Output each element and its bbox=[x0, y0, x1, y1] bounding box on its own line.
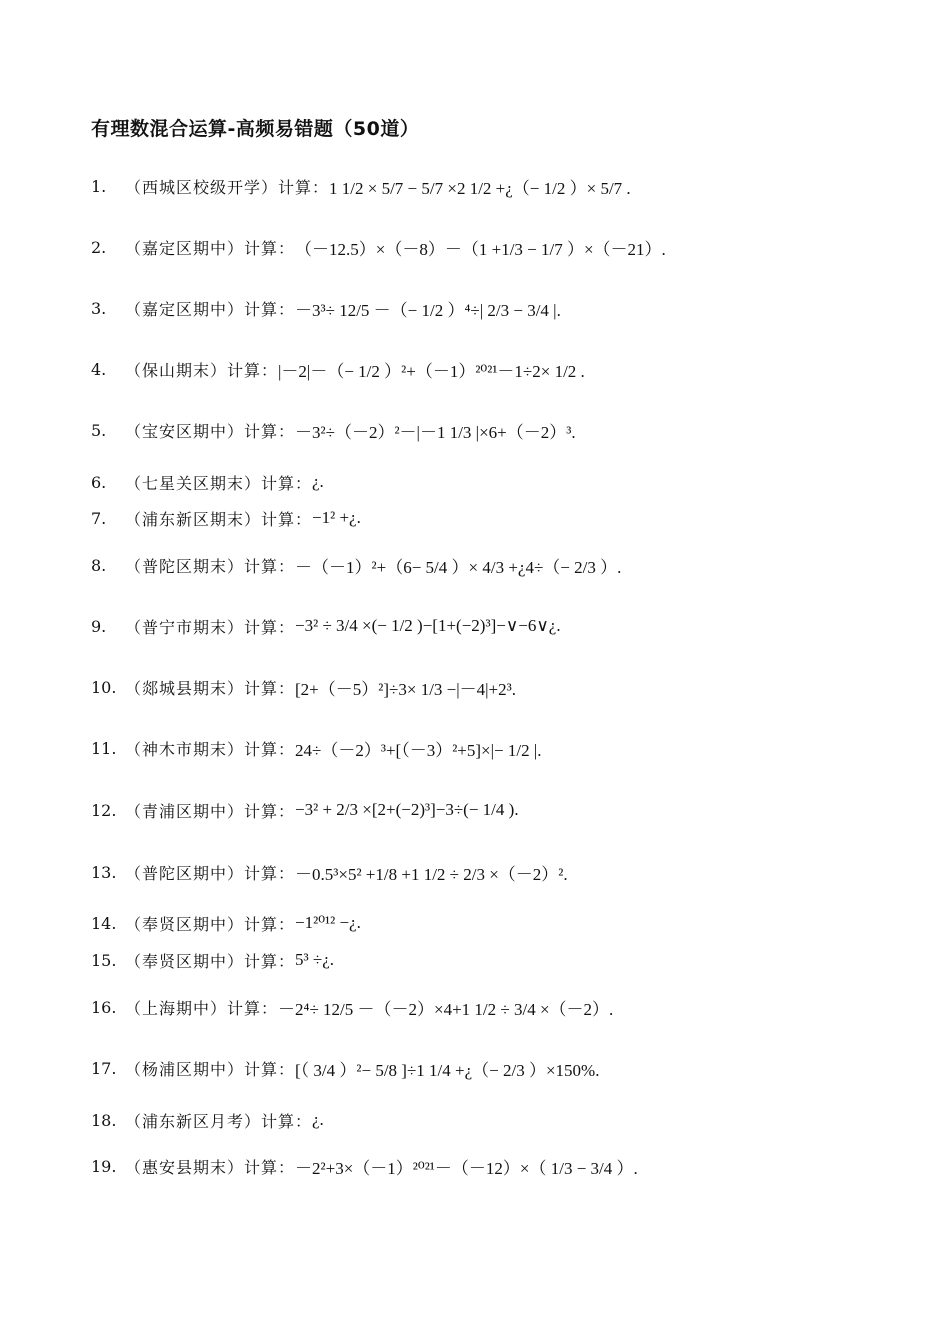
problem-number: 17. bbox=[91, 1058, 117, 1078]
problem-item bbox=[91, 606, 561, 646]
problem-source: （浦东新区期末）计算： bbox=[125, 509, 313, 529]
problem-item bbox=[91, 852, 568, 892]
problem-expression: 1 1/2 × 5/7 − 5/7 ×2 1/2 +¿（− 1/2 ）× 5/7 . bbox=[329, 178, 631, 198]
problem-expression: −1²⁰¹² −¿. bbox=[295, 913, 361, 932]
problem-item bbox=[91, 227, 666, 267]
problem-item bbox=[91, 667, 516, 707]
problem-source: （嘉定区期中）计算： bbox=[125, 238, 296, 258]
problem-source: （奉贤区期中）计算： bbox=[125, 914, 296, 934]
problem-item bbox=[91, 410, 576, 450]
problem-item bbox=[91, 790, 519, 830]
problem-expression: －2²+3×（－1）²⁰²¹－（－12）×（ 1/3 − 3/4 ）. bbox=[295, 1158, 638, 1178]
problem-item bbox=[91, 545, 621, 585]
problem-expression: －0.5³×5² +1/8 +1 1/2 ÷ 2/3 ×（－2）². bbox=[295, 864, 568, 884]
problem-expression: （－12.5）×（－8）－（1 +1/3 − 1/7 ）×（－21）. bbox=[295, 239, 666, 259]
problem-item bbox=[91, 1048, 599, 1088]
problem-item bbox=[91, 166, 631, 206]
problem-number: 18. bbox=[91, 1110, 117, 1130]
problem-source: （郯城县期末）计算： bbox=[125, 678, 296, 698]
problem-number: 19. bbox=[91, 1156, 117, 1176]
problem-item bbox=[91, 903, 361, 943]
problem-number: 3. bbox=[91, 298, 107, 318]
problem-number: 14. bbox=[91, 913, 117, 933]
problem-expression: −3² + 2/3 ×[2+(−2)³]−3÷(− 1/4 ). bbox=[295, 800, 519, 819]
problem-number: 15. bbox=[91, 950, 117, 970]
problem-number: 1. bbox=[91, 176, 107, 196]
problem-item bbox=[91, 349, 585, 389]
problem-item bbox=[91, 1146, 638, 1186]
problem-number: 11. bbox=[91, 738, 117, 758]
problem-source: （惠安县期末）计算： bbox=[125, 1157, 296, 1177]
problem-source: （七星关区期末）计算： bbox=[125, 473, 313, 493]
problem-item bbox=[91, 1100, 324, 1140]
problem-item bbox=[91, 462, 324, 502]
problem-expression: 24÷（－2）³+[（－3）²+5]×|− 1/2 |. bbox=[295, 740, 542, 760]
problem-number: 12. bbox=[91, 800, 117, 820]
problem-expression: −1² +¿. bbox=[312, 508, 361, 527]
problem-source: （西城区校级开学）计算： bbox=[125, 177, 330, 197]
problem-number: 6. bbox=[91, 472, 107, 492]
problem-expression: [2+（－5）²]÷3× 1/3 −|－4|+2³. bbox=[295, 679, 516, 699]
problem-number: 8. bbox=[91, 555, 107, 575]
problem-source: （杨浦区期中）计算： bbox=[125, 1059, 296, 1079]
problem-source: （上海期中）计算： bbox=[125, 998, 279, 1018]
problem-source: （神木市期末）计算： bbox=[125, 739, 296, 759]
problem-number: 9. bbox=[91, 616, 107, 636]
problem-number: 7. bbox=[91, 508, 107, 528]
problem-expression: [（ 3/4 ）²− 5/8 ]÷1 1/4 +¿（− 2/3 ）×150%. bbox=[295, 1060, 600, 1080]
problem-expression: |－2|－（− 1/2 ）²+（－1）²⁰²¹－1÷2× 1/2 . bbox=[278, 361, 585, 381]
problem-expression: ¿. bbox=[312, 472, 324, 491]
problem-item bbox=[91, 940, 334, 980]
problem-item bbox=[91, 987, 613, 1027]
problem-number: 10. bbox=[91, 677, 117, 697]
problem-source: （嘉定区期中）计算： bbox=[125, 299, 296, 319]
problem-source: （普陀区期末）计算： bbox=[125, 556, 296, 576]
problem-number: 13. bbox=[91, 862, 117, 882]
problem-source: （普陀区期中）计算： bbox=[125, 863, 296, 883]
problem-item bbox=[91, 288, 561, 328]
problem-number: 2. bbox=[91, 237, 107, 257]
problem-expression: －3³÷ 12/5 －（− 1/2 ）⁴÷| 2/3 − 3/4 |. bbox=[295, 300, 561, 320]
problem-source: （普宁市期末）计算： bbox=[125, 617, 296, 637]
problem-item bbox=[91, 728, 542, 768]
problem-source: （浦东新区月考）计算： bbox=[125, 1111, 313, 1131]
problem-number: 5. bbox=[91, 420, 107, 440]
problem-expression: －2⁴÷ 12/5 －（－2）×4+1 1/2 ÷ 3/4 ×（－2）. bbox=[278, 999, 614, 1019]
problem-number: 4. bbox=[91, 359, 107, 379]
problem-expression: －（－1）²+（6− 5/4 ）× 4/3 +¿4÷（− 2/3 ）. bbox=[295, 557, 622, 577]
document-title: 有理数混合运算-高频易错题（50道） bbox=[91, 118, 420, 140]
problem-source: （保山期末）计算： bbox=[125, 360, 279, 380]
problem-item bbox=[91, 498, 361, 538]
problem-expression: ¿. bbox=[312, 1110, 324, 1129]
problem-expression: −3² ÷ 3/4 ×(− 1/2 )−[1+(−2)³]−∨−6∨¿. bbox=[295, 616, 561, 635]
problem-expression: －3²÷（－2）²－|－1 1/3 |×6+（－2）³. bbox=[295, 422, 576, 442]
problem-source: （奉贤区期中）计算： bbox=[125, 951, 296, 971]
problem-expression: 5³ ÷¿. bbox=[295, 950, 334, 969]
problem-source: （宝安区期中）计算： bbox=[125, 421, 296, 441]
problem-number: 16. bbox=[91, 997, 117, 1017]
problem-source: （青浦区期中）计算： bbox=[125, 801, 296, 821]
